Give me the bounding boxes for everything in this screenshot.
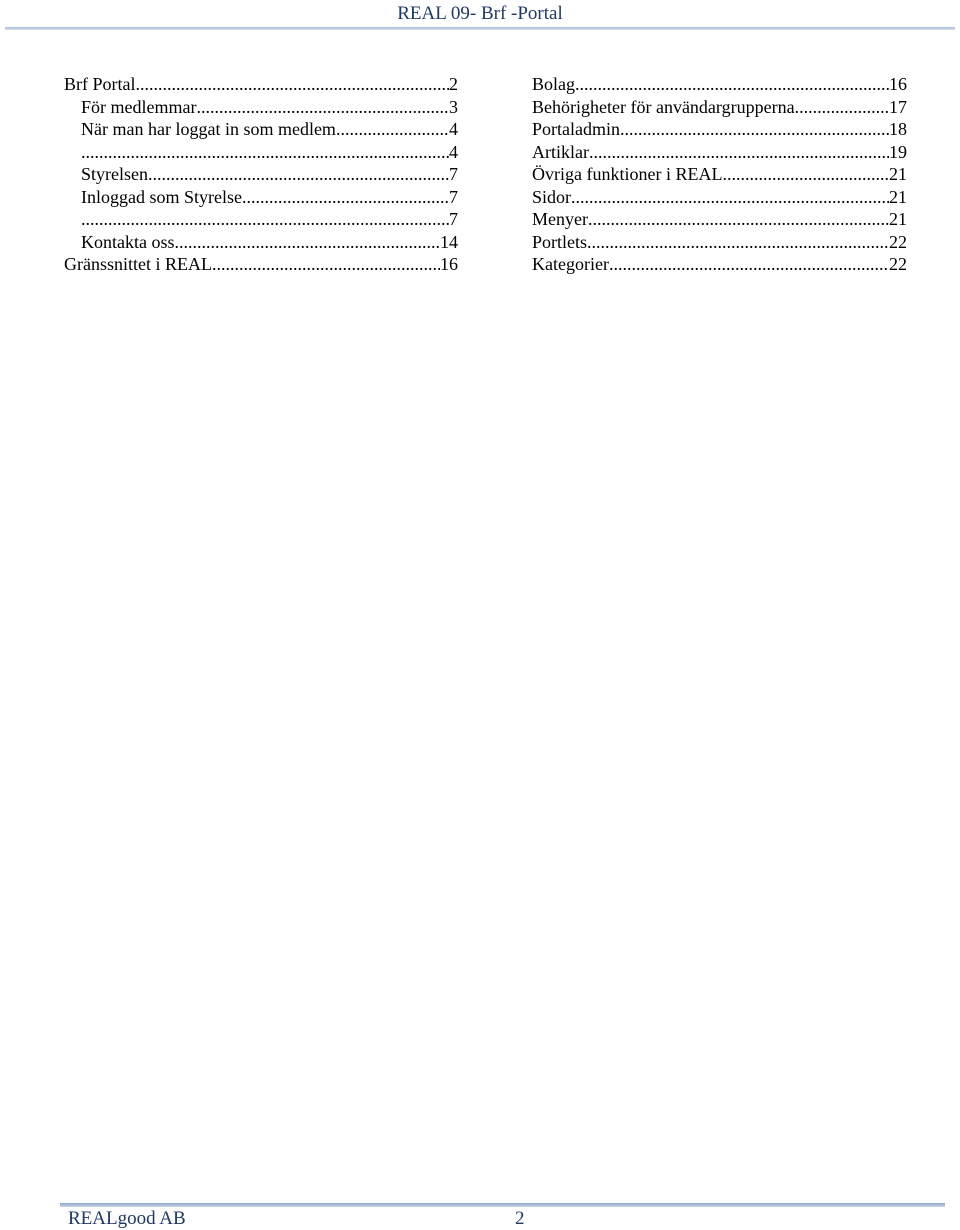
toc-entry[interactable] [532,253,907,276]
toc-entry-page: 4 [449,141,458,162]
toc-entry[interactable] [532,141,907,164]
toc-dot-leader [336,118,449,140]
toc-entry-page: 7 [449,186,458,207]
toc-entry[interactable] [64,253,458,276]
footer-page-number: 2 [515,1208,525,1229]
toc-entry[interactable] [64,118,458,141]
footer-company: REALgood AB [68,1208,186,1229]
toc-entry-page: 22 [889,254,907,274]
toc-dot-leader [575,73,889,95]
toc-entry[interactable] [64,231,458,254]
footer-rule [60,1203,945,1207]
toc-entry-page: 17 [889,96,907,117]
toc-dot-leader [587,231,889,253]
toc-entry-label: När man har loggat in som medlem [81,119,336,139]
toc-entry[interactable] [64,163,458,186]
toc-entry-page: 3 [449,96,458,117]
toc-entry-label: Artiklar [532,141,589,162]
toc-entry-label: Behörigheter för användargrupperna [532,96,795,117]
toc-entry-page: 22 [889,231,907,252]
toc-entry[interactable] [64,208,458,231]
toc-entry-page: 7 [449,209,458,229]
toc-entry[interactable] [64,186,458,209]
toc-entry-page: 21 [889,186,907,207]
toc-entry-label: Sidor [532,186,572,207]
toc-entry-label: Styrelsen [81,164,148,184]
header-rule [5,27,955,30]
toc-entry-page: 4 [449,119,458,139]
toc-dot-leader [722,163,889,185]
toc-entry[interactable] [64,73,458,96]
toc-entry-page: 21 [889,164,907,184]
toc-dot-leader [589,141,889,163]
toc-entry-label: Brf Portal [64,74,136,94]
toc-entry-page: 2 [449,74,458,94]
toc-entry-label: Kategorier [532,254,609,274]
toc-entry-label: Bolag [532,74,575,94]
toc-dot-leader [81,208,449,230]
toc-entry[interactable] [532,231,907,254]
toc-entry-label: Övriga funktioner i REAL [532,164,723,184]
toc-dot-leader [242,186,449,208]
toc-entry[interactable] [532,208,907,231]
toc-entry[interactable] [532,96,907,119]
toc-entry-page: 21 [889,209,907,229]
toc-dot-leader [81,141,449,163]
toc-entry-page: 7 [449,164,458,184]
toc-entry[interactable] [64,96,458,119]
toc-dot-leader [609,253,889,275]
toc-entry-label: För medlemmar [81,96,197,117]
toc-entry[interactable] [532,186,907,209]
toc-entry-page: 18 [889,119,907,139]
toc-column-right [532,73,907,276]
toc-entry-label: Gränssnittet i REAL [64,254,212,274]
toc-dot-leader [588,208,889,230]
toc-dot-leader [136,73,450,95]
toc-entry-page: 16 [889,74,907,94]
toc-entry[interactable] [532,73,907,96]
toc-entry[interactable] [532,118,907,141]
toc-dot-leader [196,96,449,118]
header-title: REAL 09- Brf -Portal [397,3,563,24]
toc-entry-label: Inloggad som Styrelse [81,186,242,207]
toc-column-left [64,73,458,276]
toc-entry-page: 19 [889,141,907,162]
toc-entry-page: 16 [440,254,458,274]
toc-dot-leader [795,96,889,118]
toc-dot-leader [212,253,440,275]
toc-entry[interactable] [532,163,907,186]
toc-entry-page: 14 [440,231,458,252]
toc-entry[interactable] [64,141,458,164]
toc-dot-leader [571,186,889,208]
toc-dot-leader [148,163,449,185]
toc-entry-label: Portaladmin [532,119,620,139]
toc-entry-label: Portlets [532,231,588,252]
toc-entry-label: Kontakta oss [81,231,175,252]
toc-entry-label: Menyer [532,209,588,229]
toc-dot-leader [175,231,441,253]
toc-dot-leader [620,118,889,140]
